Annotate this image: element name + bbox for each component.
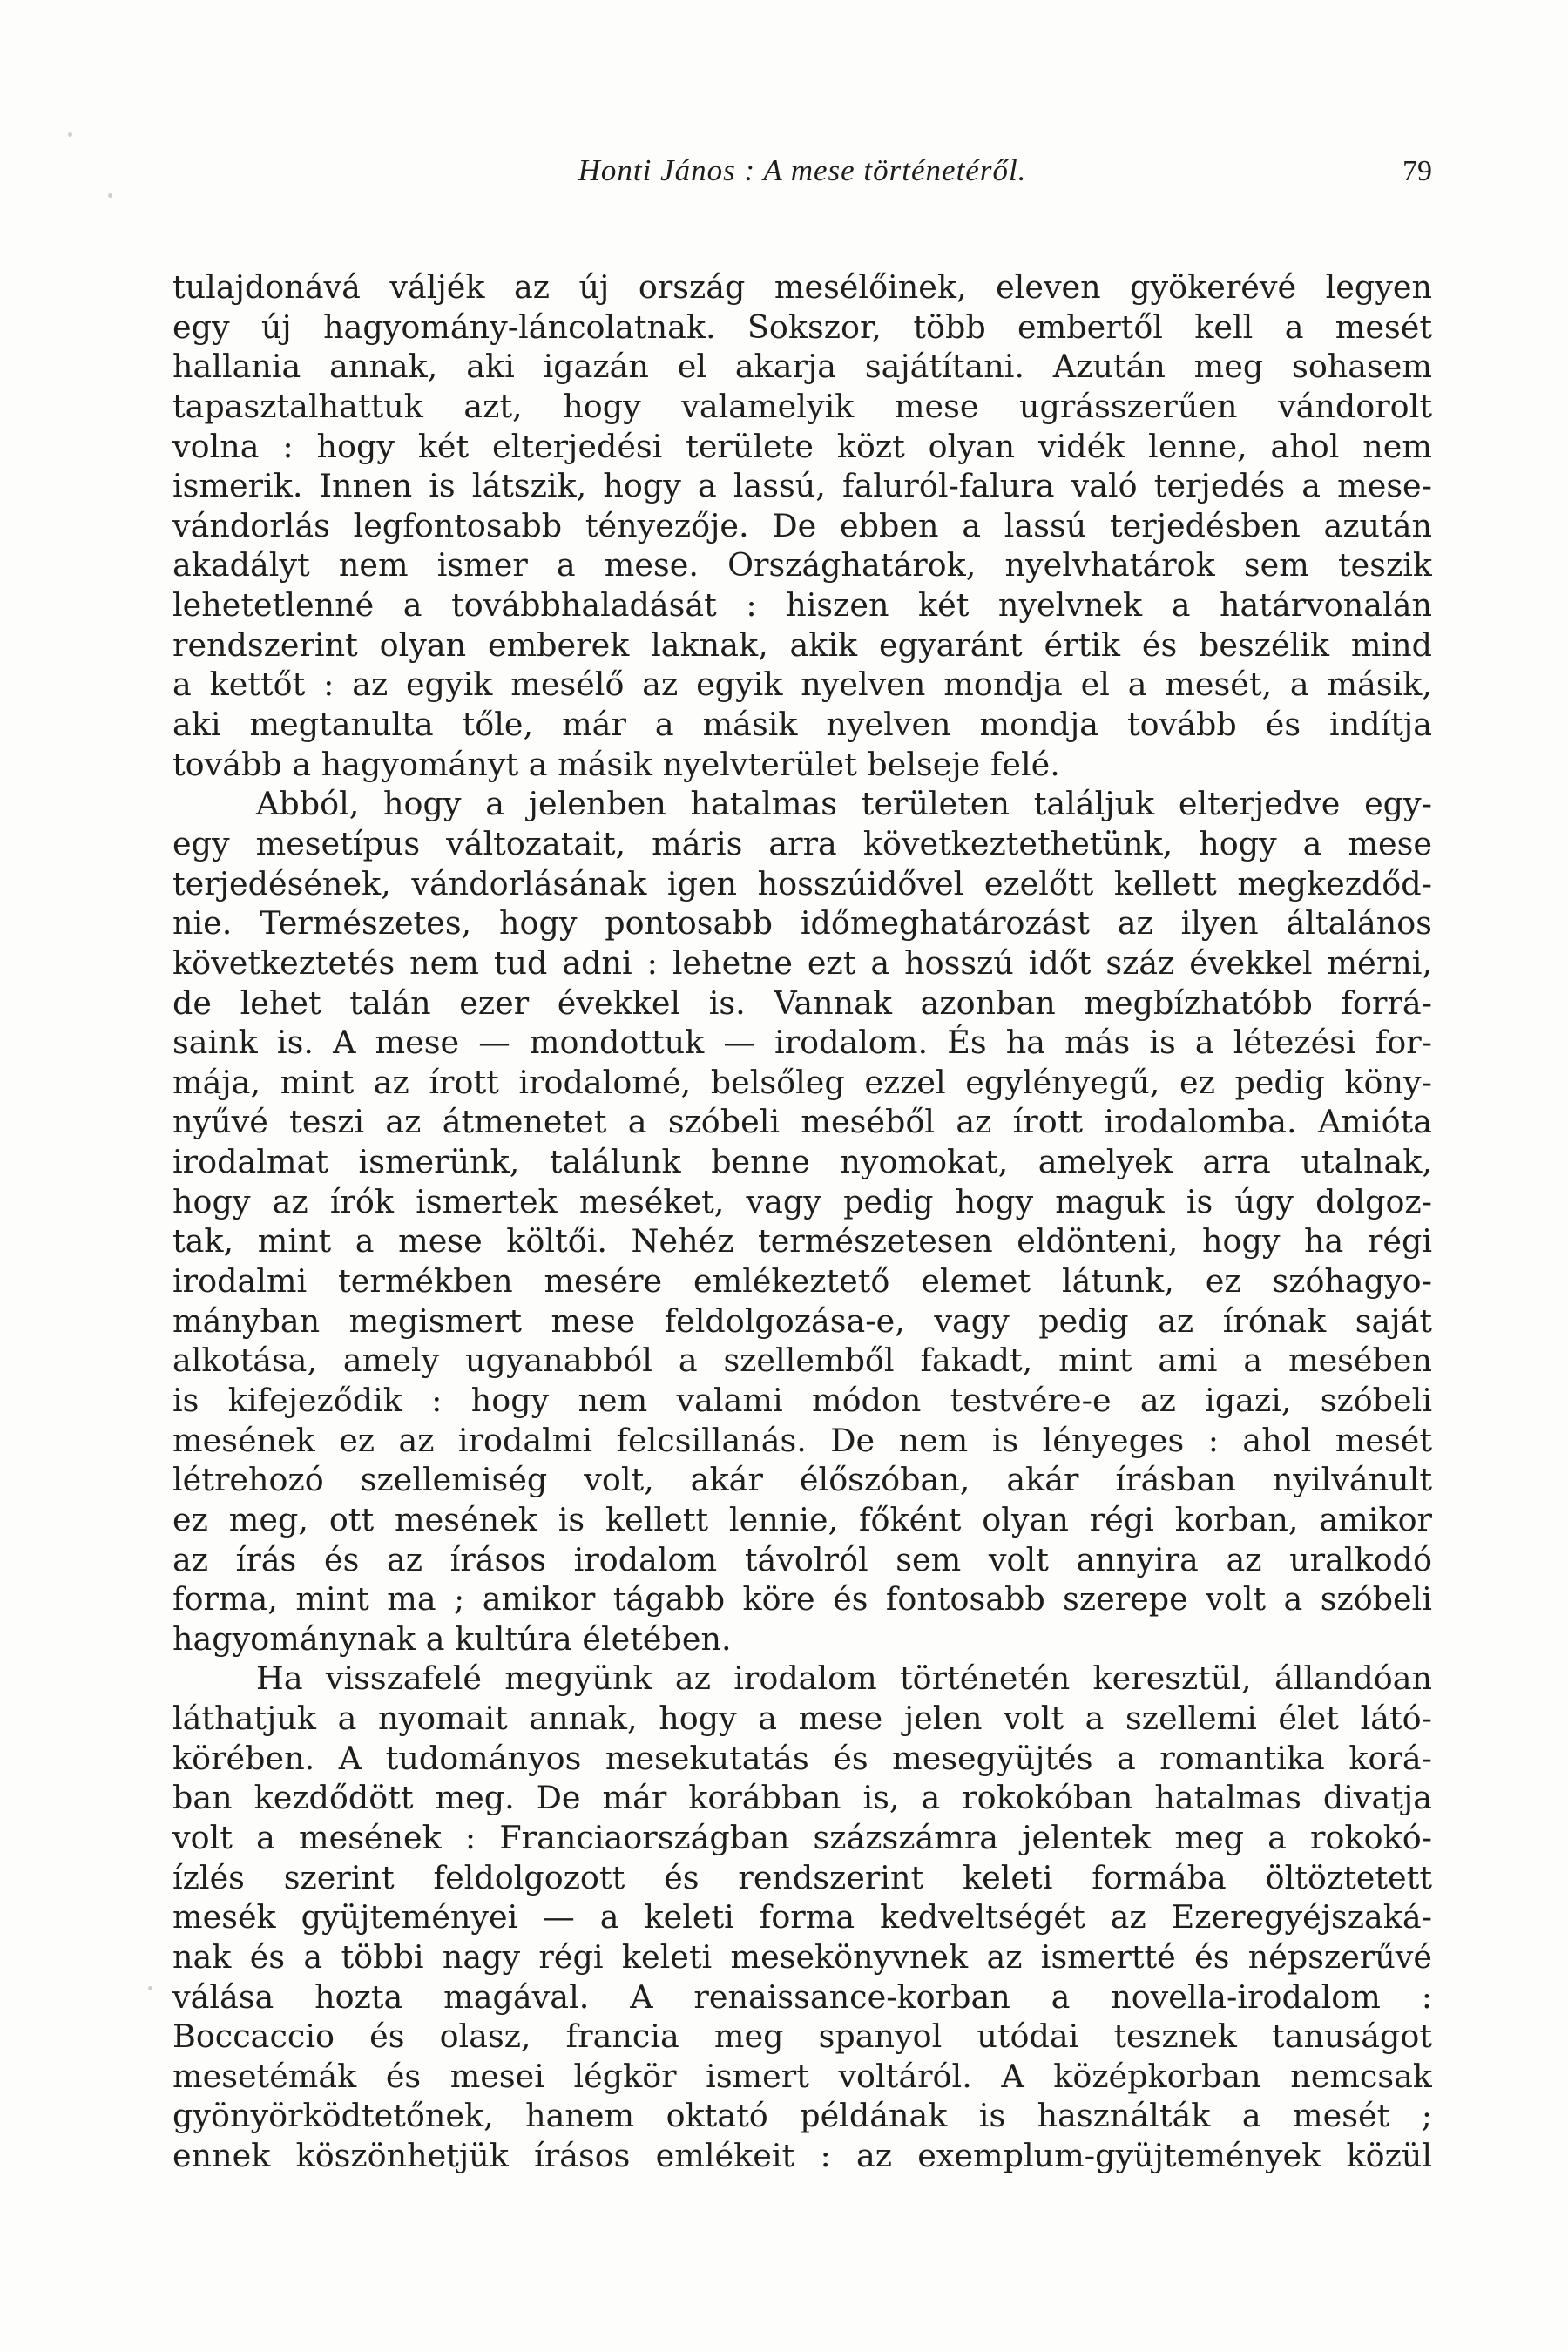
text-line: hogy az írók ismertek meséket, vagy pedig hogy maguk is úgy dolgoz- bbox=[172, 1182, 1432, 1220]
text-line: egy új hagyomány-láncolatnak. Sokszor, több embertől kell a mesét bbox=[172, 308, 1432, 346]
text-line: terjedésének, vándorlásának igen hosszúidővel ezelőtt kellett megkezdőd- bbox=[172, 864, 1432, 902]
text-line: ban kezdődött meg. De már korábban is, a rokokóban hatalmas divatja bbox=[172, 1779, 1432, 1817]
text-line: hagyománynak a kultúra életében. bbox=[172, 1619, 732, 1658]
text-line: saink is. A mese — mondottuk — irodalom. És ha más is a létezési for- bbox=[172, 1024, 1432, 1062]
text-line: létrehozó szellemiség volt, akár élőszóban, akár írásban nyilvánult bbox=[172, 1461, 1432, 1499]
text-line: irodalmi termékben mesére emlékeztető elemet látunk, ez szóhagyo- bbox=[172, 1262, 1432, 1301]
text-line: de lehet talán ezer évekkel is. Vannak azonban megbízhatóbb forrá- bbox=[172, 983, 1432, 1022]
text-line: válása hozta magával. A renaissance-korban a novella-irodalom : bbox=[172, 1977, 1432, 2016]
text-line: Abból, hogy a jelenben hatalmas területen találjuk elterjedve egy- bbox=[256, 785, 1432, 823]
text-line: nak és a többi nagy régi keleti mesekönyvnek az ismertté és népszerűvé bbox=[172, 1937, 1432, 1976]
text-line: volt a mesének : Franciaországban százszámra jelentek meg a rokokó- bbox=[172, 1818, 1432, 1856]
text-line: is kifejeződik : hogy nem valami módon testvére-e az igazi, szóbeli bbox=[172, 1381, 1432, 1419]
text-line: tovább a hagyományt a másik nyelvterület belseje felé. bbox=[172, 745, 1060, 783]
text-line: vándorlás legfontosabb tényezője. De ebben a lassú terjedésben azután bbox=[172, 506, 1432, 544]
text-line: egy mesetípus változatait, máris arra következtethetünk, hogy a mese bbox=[172, 824, 1432, 862]
text-line: következtetés nem tud adni : lehetne ezt a hosszú időt száz évekkel mérni, bbox=[172, 943, 1432, 982]
paper-speck bbox=[108, 193, 112, 198]
text-line: ennek köszönhetjük írásos emlékeit : az exemplum-gyüjtemények közül bbox=[172, 2137, 1432, 2175]
running-head: Honti János : A mese történetéről. bbox=[578, 153, 1027, 187]
text-line: tulajdonává váljék az új ország mesélőinek, eleven gyökerévé legyen bbox=[172, 268, 1432, 306]
text-line: rendszerint olyan emberek laknak, akik egyaránt értik és beszélik mind bbox=[172, 625, 1432, 664]
text-line: ez meg, ott mesének is kellett lennie, főként olyan régi korban, amikor bbox=[172, 1500, 1432, 1538]
text-line: gyönyörködtetőnek, hanem oktató példának is használták a mesét ; bbox=[172, 2097, 1432, 2135]
text-line: az írás és az írásos irodalom távolról sem volt annyira az uralkodó bbox=[172, 1540, 1432, 1578]
text-line: mája, mint az írott irodalomé, belsőleg ezzel egylényegű, ez pedig köny- bbox=[172, 1063, 1432, 1101]
text-line: lehetetlenné a továbbhaladását : hiszen két nyelvnek a határvonalán bbox=[172, 586, 1432, 625]
text-line: mesetémák és mesei légkör ismert voltáról. A középkorban nemcsak bbox=[172, 2057, 1432, 2095]
text-line: láthatjuk a nyomait annak, hogy a mese jelen volt a szellemi élet látó- bbox=[172, 1700, 1432, 1738]
text-line: tak, mint a mese költői. Nehéz természetesen eldönteni, hogy ha régi bbox=[172, 1222, 1432, 1260]
text-line: mesék gyüjteményei — a keleti forma kedveltségét az Ezeregyéjszaká- bbox=[172, 1898, 1432, 1936]
text-line: Boccaccio és olasz, francia meg spanyol utódai tesznek tanuságot bbox=[172, 2017, 1432, 2056]
paper-speck bbox=[148, 1986, 152, 1990]
text-line: irodalmat ismerünk, találunk benne nyomokat, amelyek arra utalnak, bbox=[172, 1143, 1432, 1181]
text-line: aki megtanulta tőle, már a másik nyelven mondja tovább és indítja bbox=[172, 706, 1432, 744]
text-line: mányban megismert mese feldolgozása-e, vagy pedig az írónak saját bbox=[172, 1301, 1432, 1340]
paper-speck bbox=[68, 132, 72, 137]
page-header bbox=[172, 153, 1432, 195]
text-line: hallania annak, aki igazán el akarja sajátítani. Azután meg sohasem bbox=[172, 348, 1432, 386]
text-line: körében. A tudományos mesekutatás és mesegyüjtés a romantika korá- bbox=[172, 1739, 1432, 1777]
text-line: nyűvé teszi az átmenetet a szóbeli meséből az írott irodalomba. Amióta bbox=[172, 1103, 1432, 1141]
text-line: ízlés szerint feldolgozott és rendszerint keleti formába öltöztetett bbox=[172, 1858, 1432, 1896]
text-line: volna : hogy két elterjedési területe közt olyan vidék lenne, ahol nem bbox=[172, 427, 1432, 465]
text-line: Ha visszafelé megyünk az irodalom történetén keresztül, állandóan bbox=[256, 1659, 1432, 1698]
text-line: tapasztalhattuk azt, hogy valamelyik mese ugrásszerűen vándorolt bbox=[172, 387, 1432, 425]
text-line: forma, mint ma ; amikor tágabb köre és fontosabb szerepe volt a szóbeli bbox=[172, 1580, 1432, 1619]
text-line: nie. Természetes, hogy pontosabb időmeghatározást az ilyen általános bbox=[172, 904, 1432, 943]
text-line: a kettőt : az egyik mesélő az egyik nyelven mondja el a mesét, a másik, bbox=[172, 666, 1432, 704]
text-line: akadályt nem ismer a mese. Országhatárok, nyelvhatárok sem teszik bbox=[172, 546, 1432, 585]
text-line: alkotása, amely ugyanabból a szellemből fakadt, mint ami a mesében bbox=[172, 1342, 1432, 1380]
body-text bbox=[172, 267, 1432, 2176]
text-line: ismerik. Innen is látszik, hogy a lassú, faluról-falura való terjedés a mese- bbox=[172, 467, 1432, 505]
page-number: 79 bbox=[1402, 155, 1432, 187]
text-line: mesének ez az irodalmi felcsillanás. De nem is lényeges : ahol mesét bbox=[172, 1421, 1432, 1459]
